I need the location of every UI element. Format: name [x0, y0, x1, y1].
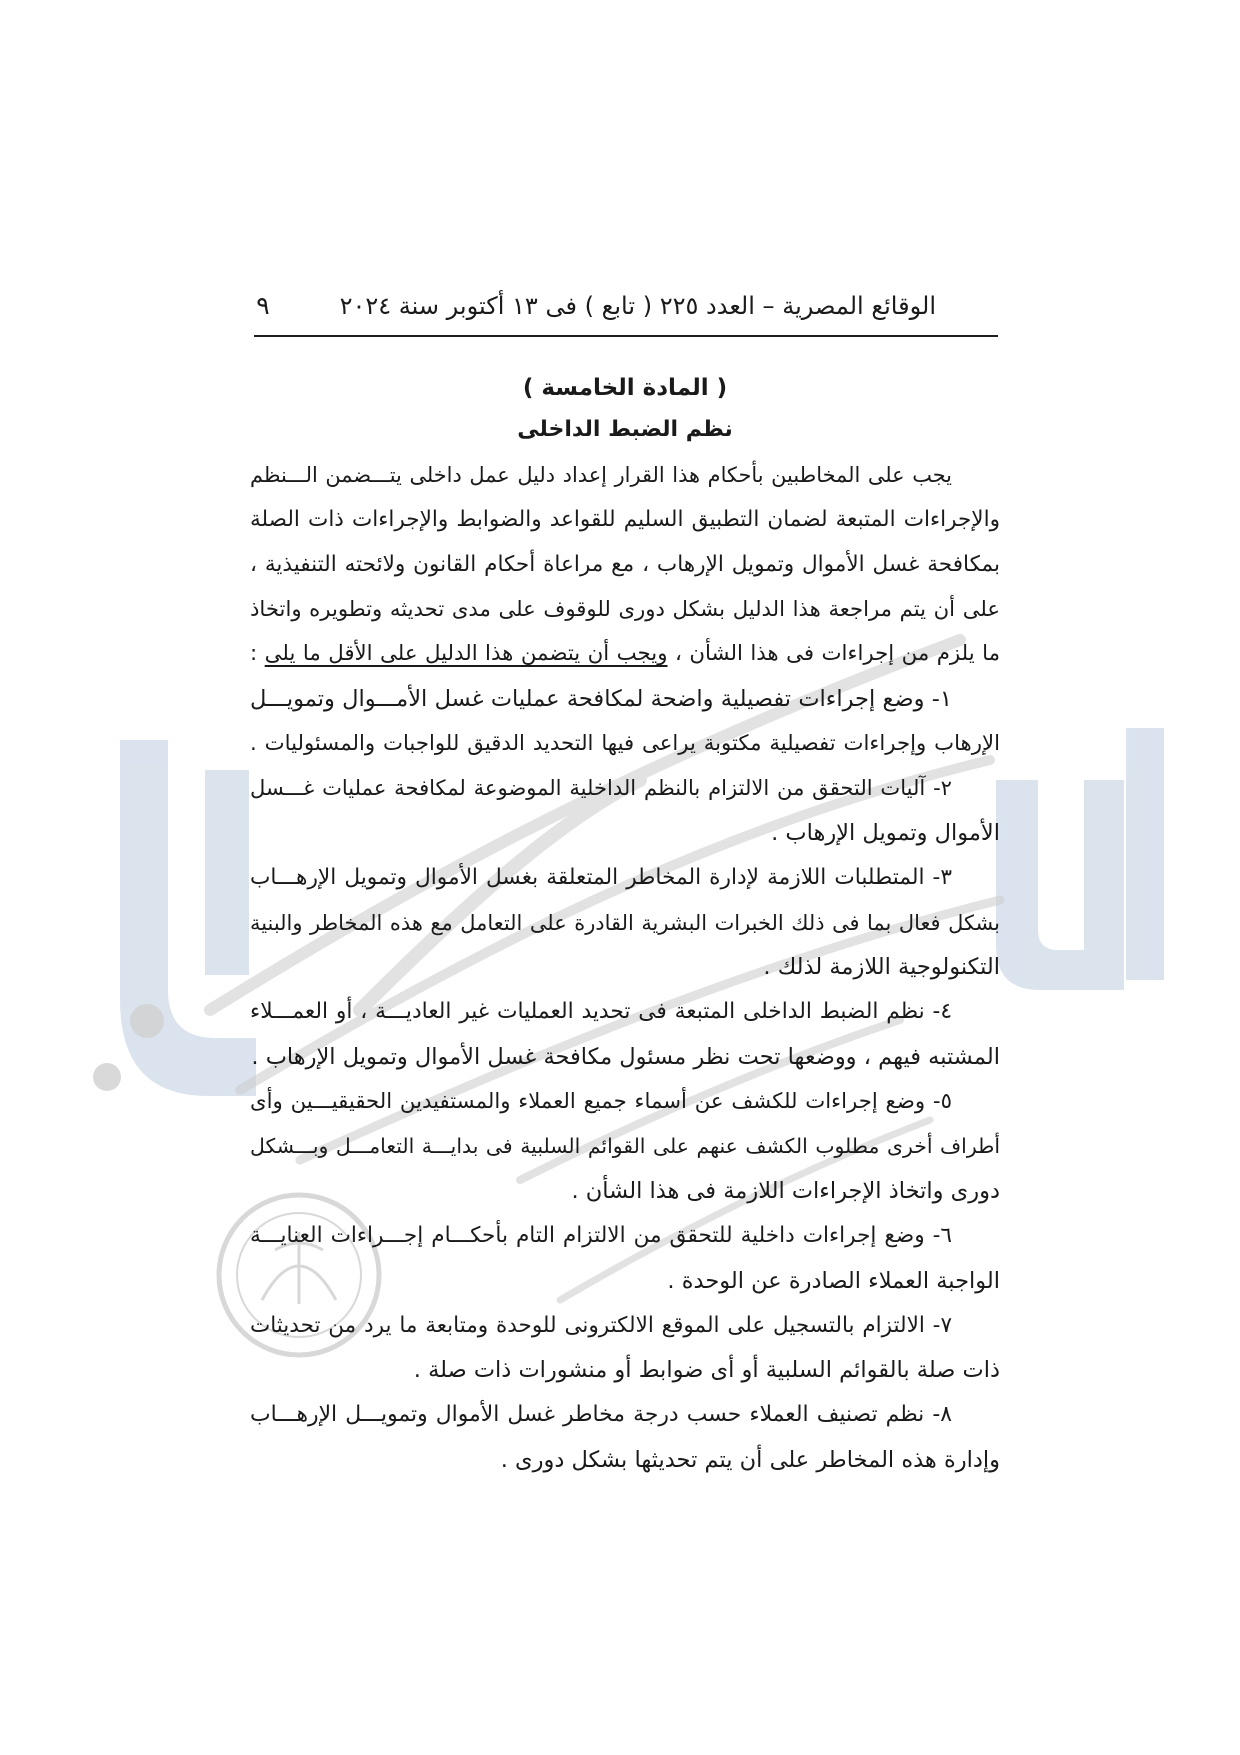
paragraph-line: وإدارة هذه المخاطر على أن يتم تحديثها بشكل دورى . — [500, 1446, 1000, 1473]
paragraph-line: الواجبة العملاء الصادرة عن الوحدة . — [667, 1267, 1000, 1294]
list-item-line: ٨- نظم تصنيف العملاء حسب درجة مخاطر غسل الأموال وتمويـــل الإرهـــاب — [250, 1402, 952, 1428]
list-item-line: ٥- وضع إجراءات للكشف عن أسماء جميع العملاء والمستفيدين الحقيقيـــين وأى — [250, 1088, 952, 1114]
paragraph-line: يجب على المخاطبين بأحكام هذا القرار إعداد دليل عمل داخلى يتـــضمن الـــنظم — [250, 463, 952, 487]
paragraph-line: بمكافحة غسل الأموال وتمويل الإرهاب ، مع مراعاة أحكام القانون ولائحته التنفيذية ، — [250, 551, 1000, 577]
gazette-header-title: الوقائع المصرية – العدد ٢٢٥ ( تابع ) فى ١٣ أكتوبر سنة ٢٠٢٤ — [339, 292, 936, 320]
paragraph-line: الأموال وتمويل الإرهاب . — [771, 820, 1000, 847]
line-text: : — [250, 641, 258, 667]
paragraph-line — [250, 632, 1000, 677]
paragraph-line: أطراف أخرى مطلوب الكشف عنهم على القوائم السلبية فى بدايـــة التعامـــل وبـــشكل — [250, 1134, 1000, 1159]
paragraph-line: الإرهاب وإجراءات تفصيلية مكتوبة يراعى فيها التحديد الدقيق للواجبات والمسئوليات . — [250, 730, 1000, 756]
paragraph-line: والإجراءات المتبعة لضمان التطبيق السليم للقواعد والضوابط والإجراءات ذات الصلة — [250, 506, 1000, 532]
page-number: ٩ — [256, 291, 270, 320]
list-item-line: ٣- المتطلبات اللازمة لإدارة المخاطر المتعلقة بغسل الأموال وتمويل الإرهـــاب — [250, 864, 952, 890]
paragraph-line: ذات صلة بالقوائم السلبية أو أى ضوابط أو منشورات ذات صلة . — [413, 1357, 1000, 1384]
article-heading: ( المادة الخامسة ) — [522, 375, 728, 401]
paragraph-line: دورى واتخاذ الإجراءات اللازمة فى هذا الشأن . — [571, 1178, 1000, 1205]
list-item-line: ٤- نظم الضبط الداخلى المتبعة فى تحديد العمليات غير العاديـــة ، أو العمـــلاء — [250, 999, 952, 1025]
article-subheading: نظم الضبط الداخلى — [517, 417, 733, 442]
list-item-line: ١- وضع إجراءات تفصيلية واضحة لمكافحة عمليات غسل الأمـــوال وتمويـــل — [250, 685, 952, 712]
paragraph-line: بشكل فعال بما فى ذلك الخبرات البشرية القادرة على التعامل مع هذه المخاطر والبنية — [250, 910, 1000, 935]
line-text: ما يلزم من إجراءات فى هذا الشأن ، — [675, 641, 1000, 667]
list-item-line: ٧- الالتزام بالتسجيل على الموقع الالكترونى للوحدة ومتابعة ما يرد من تحديثات — [250, 1312, 952, 1338]
underlined-text: ويجب أن يتضمن هذا الدليل على الأقل ما يلى — [264, 641, 668, 667]
paragraph-line: على أن يتم مراجعة هذا الدليل بشكل دورى للوقوف على مدى تحديثه وتطويره واتخاذ — [250, 596, 1000, 622]
paragraph-line: المشتبه فيهم ، ووضعها تحت نظر مسئول مكافحة غسل الأموال وتمويل الإرهاب . — [251, 1043, 1000, 1070]
header-rule — [254, 335, 998, 337]
article-body — [250, 453, 1000, 1483]
list-item-line: ٢- آليات التحقق من الالتزام بالنظم الداخلية الموضوعة لمكافحة عمليات غـــسل — [250, 775, 952, 801]
paragraph-line: التكنولوجية اللازمة لذلك . — [763, 954, 1000, 981]
list-item-line: ٦- وضع إجراءات داخلية للتحقق من الالتزام التام بأحكـــام إجـــراءات العنايـــة — [250, 1223, 952, 1249]
